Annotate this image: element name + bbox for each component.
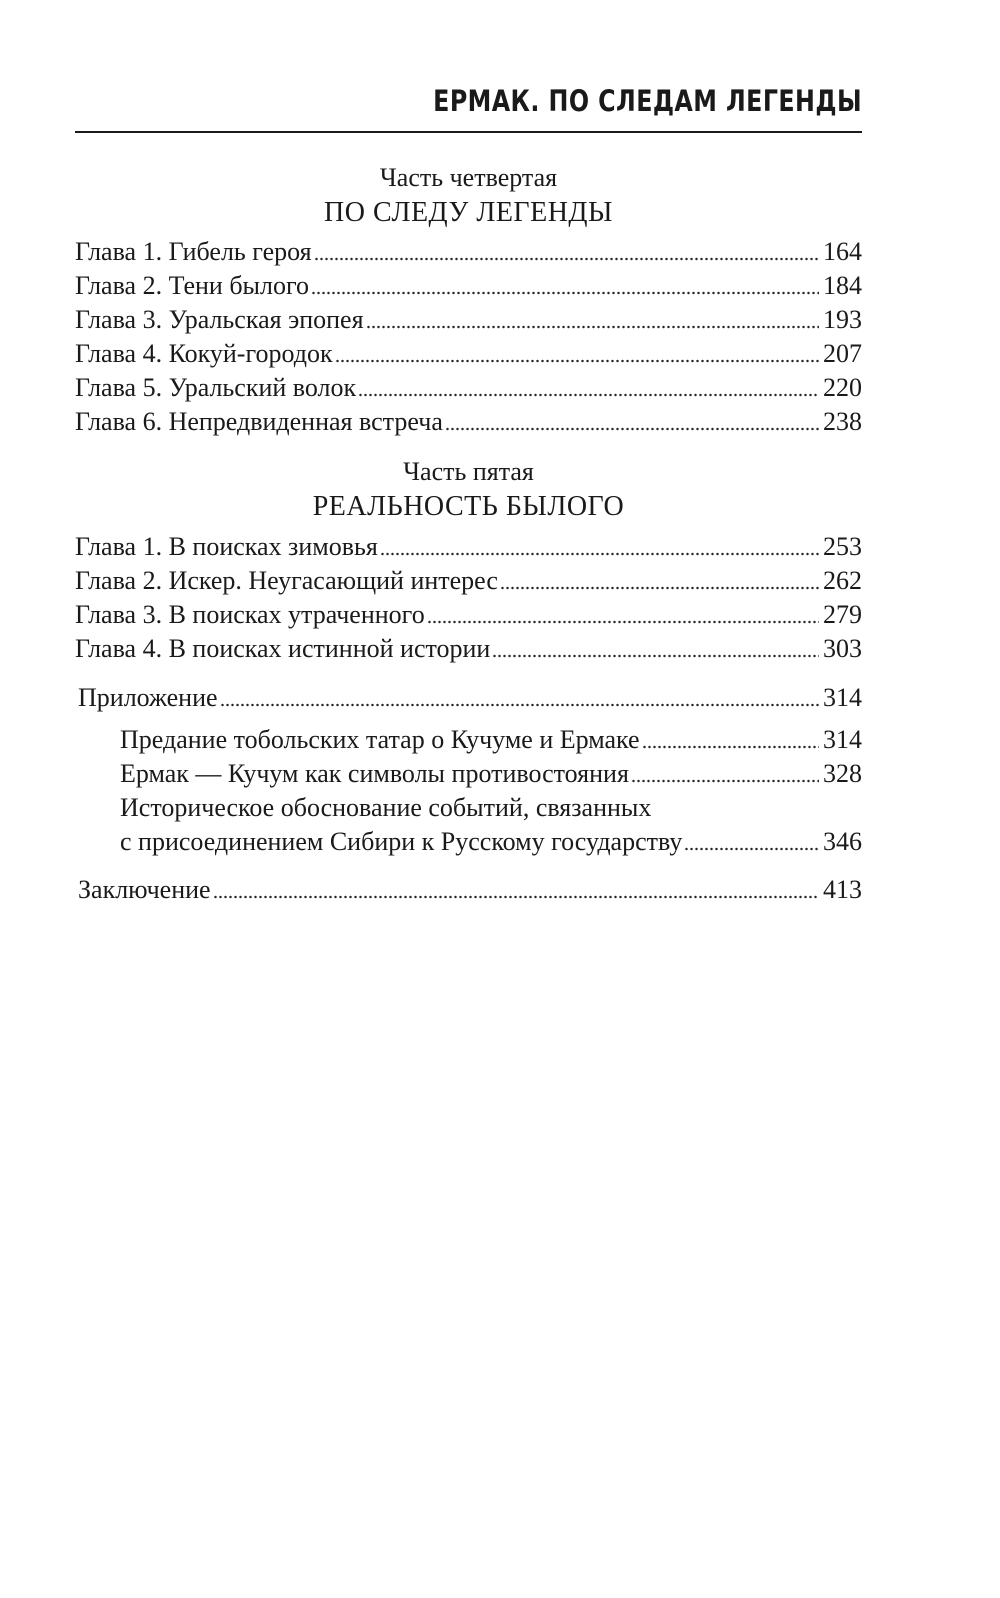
dot-leader	[335, 341, 819, 363]
toc-entry-page: 238	[823, 407, 862, 436]
toc-entry-title: Глава 3. Уральская эпопея	[75, 305, 364, 334]
toc-entry-title: Глава 2. Искер. Неугасающий интерес	[75, 566, 498, 595]
dot-leader	[427, 602, 819, 624]
toc-entry[interactable]	[75, 633, 862, 665]
toc-entry-page: 314	[823, 725, 862, 754]
toc-entry[interactable]	[75, 565, 862, 597]
dot-leader	[380, 534, 819, 556]
toc-entry[interactable]	[75, 531, 862, 563]
dot-leader	[220, 685, 819, 707]
toc-entry-page: 328	[823, 759, 862, 788]
toc-subentry[interactable]	[120, 758, 862, 790]
part5-label: Часть пятая	[403, 457, 534, 486]
dot-leader	[314, 239, 819, 261]
toc-entry-title: Глава 3. В поисках утраченного	[75, 600, 425, 629]
toc-entry-page: 164	[823, 237, 862, 266]
dot-leader	[213, 877, 819, 899]
toc-entry[interactable]	[75, 338, 862, 370]
dot-leader	[492, 636, 819, 658]
toc-entry-title: с присоединением Сибири к Русскому государству	[120, 827, 683, 856]
dot-leader	[642, 727, 819, 749]
toc-entry-title: Приложение	[78, 683, 218, 712]
toc-entry-title: Предание тобольских татар о Кучуме и Ермаке	[120, 725, 640, 754]
toc-entry-title: Глава 1. В поисках зимовья	[75, 532, 378, 561]
toc-entry-conclusion[interactable]	[78, 874, 862, 906]
toc-entry-title: Глава 1. Гибель героя	[75, 237, 312, 266]
toc-entry[interactable]	[75, 236, 862, 268]
toc-entry[interactable]	[75, 304, 862, 336]
toc-entry-page: 314	[823, 683, 862, 712]
toc-entry-page: 184	[823, 271, 862, 300]
dot-leader	[445, 409, 819, 431]
dot-leader	[311, 273, 819, 295]
toc-subentry-line1[interactable]: Историческое обоснование событий, связанных	[120, 793, 652, 822]
toc-entry[interactable]	[75, 406, 862, 438]
toc-entry-page: 207	[823, 339, 862, 368]
toc-entry-page: 193	[823, 305, 862, 334]
toc-entry[interactable]	[75, 599, 862, 631]
dot-leader	[358, 375, 819, 397]
toc-entry-page: 262	[823, 566, 862, 595]
dot-leader	[631, 761, 819, 783]
toc-entry[interactable]	[75, 372, 862, 404]
toc-entry-page: 303	[823, 634, 862, 663]
part4-title: ПО СЛЕДУ ЛЕГЕНДЫ	[324, 197, 613, 228]
toc-entry-page: 413	[823, 875, 862, 904]
header-rule	[75, 131, 862, 133]
toc-subentry[interactable]	[120, 724, 862, 756]
toc-entry-title: Глава 2. Тени былого	[75, 271, 310, 300]
toc-entry-page: 279	[823, 600, 862, 629]
part4-label: Часть четвертая	[379, 163, 558, 192]
toc-entry-page: 220	[823, 373, 862, 402]
toc-entry-page: 253	[823, 532, 862, 561]
dot-leader	[366, 307, 819, 329]
toc-entry-title: Ермак — Кучум как символы противостояния	[120, 759, 629, 788]
toc-entry-title: Глава 4. Кокуй-городок	[75, 339, 333, 368]
toc-entry[interactable]	[75, 270, 862, 302]
toc-entry-page: 346	[823, 827, 862, 856]
toc-subentry[interactable]	[120, 826, 862, 858]
toc-entry-appendix[interactable]	[78, 682, 862, 714]
toc-entry-title: Глава 5. Уральский волок	[75, 373, 357, 402]
toc-entry-title: Глава 6. Непредвиденная встреча	[75, 407, 443, 436]
toc-entry-title: Заключение	[78, 875, 211, 904]
toc-entry-title: Глава 4. В поисках истинной истории	[75, 634, 491, 663]
dot-leader	[684, 829, 819, 851]
running-head: ЕРМАК. ПО СЛЕДАМ ЛЕГЕНДЫ	[433, 84, 862, 118]
dot-leader	[500, 568, 819, 590]
part5-title: РЕАЛЬНОСТЬ БЫЛОГО	[312, 491, 625, 522]
